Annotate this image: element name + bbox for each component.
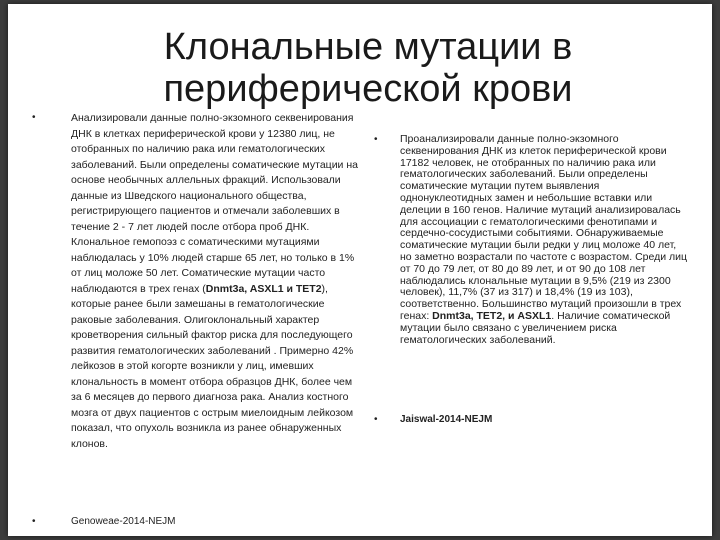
right-genes: Dnmt3a, TET2, и ASXL1 — [432, 309, 552, 322]
bullet-right-2: • — [374, 414, 378, 425]
bullet-left-2: • — [32, 516, 36, 527]
bullet-left-1: • — [32, 112, 36, 123]
left-paragraph — [71, 111, 361, 452]
slide — [8, 4, 712, 536]
right-text-a: Проанализировали данные полно-экзомного секвенирования ДНК из клеток периферической крови 17182 человек, не отобранных по наличию рака или гематологических заболеваний. Были определены соматические мутации путем выявления однонуклеотидных замен и небольшие вставки или делеции в 160 генов. Наличие мутаций анализировалась для ассоциации с гематологическими фенотипами и сердечно-сосудистыми событиями. Обнаруживаемые соматические мутации были редки у лиц моложе 40 лет, но заметно возрастали по частоте с возрастом. Среди лиц от 70 до 79 лет, от 80 до 89 лет, и от 90 до 108 лет наблюдались клональные мутации в 9,5% (219 из 2300 человек), 11,7% (37 из 317) и 18,4% (19 из 103), соответственно. Большинство мутаций произошли в трех генах: — [400, 133, 688, 322]
bullet-right-1: • — [374, 134, 378, 145]
right-text-b: . Наличие соматической мутации было связано с увеличением риска гематологических заболеваний. — [400, 309, 671, 346]
left-text-b: ), которые ранее были замешаны в гематологические раковые заболевания. Олигоклональный характер кроветворения сильный фактор риска для последующего развития гематологических заболеваний . Примерно 42% лейкозов в этой когорте возникли у лиц, имевших клональность в момент отбора образцов ДНК, более чем за 6 месяцев до первого диагноза рака. Анализ костного мозга от двух пациентов с острым миелоидным лейкозом показал, что опухоль возникла из ранее обнаруженных клонов. — [71, 282, 354, 450]
right-citation: Jaiswal-2014-NEJM — [400, 414, 493, 425]
left-genes: Dnmt3a, ASXL1 и TET2 — [205, 282, 322, 295]
left-citation: Genoweae-2014-NEJM — [71, 516, 176, 527]
left-text-a: Анализировали данные полно-экзомного секвенирования ДНК в клетках периферической крови у 12380 лиц, не отобранных по наличию рака или гематологических заболеваний. Были определены соматические мутации на основе необычных аллельных фракций. Использовали данные из Шведского национального общества, регистрирующего пациентов и отмечали заболевших в течение 2 - 7 лет людей после отбора проб ДНК. Клональное гемопоэз с соматическими мутациями наблюдалась у 10% людей старше 65 лет, но только в 1% от лиц моложе 50 лет. Соматические мутации часто наблюдаются в трех генах ( — [71, 112, 358, 295]
right-paragraph — [400, 134, 690, 346]
slide-title: Клональные мутации в периферической крови — [163, 26, 573, 110]
